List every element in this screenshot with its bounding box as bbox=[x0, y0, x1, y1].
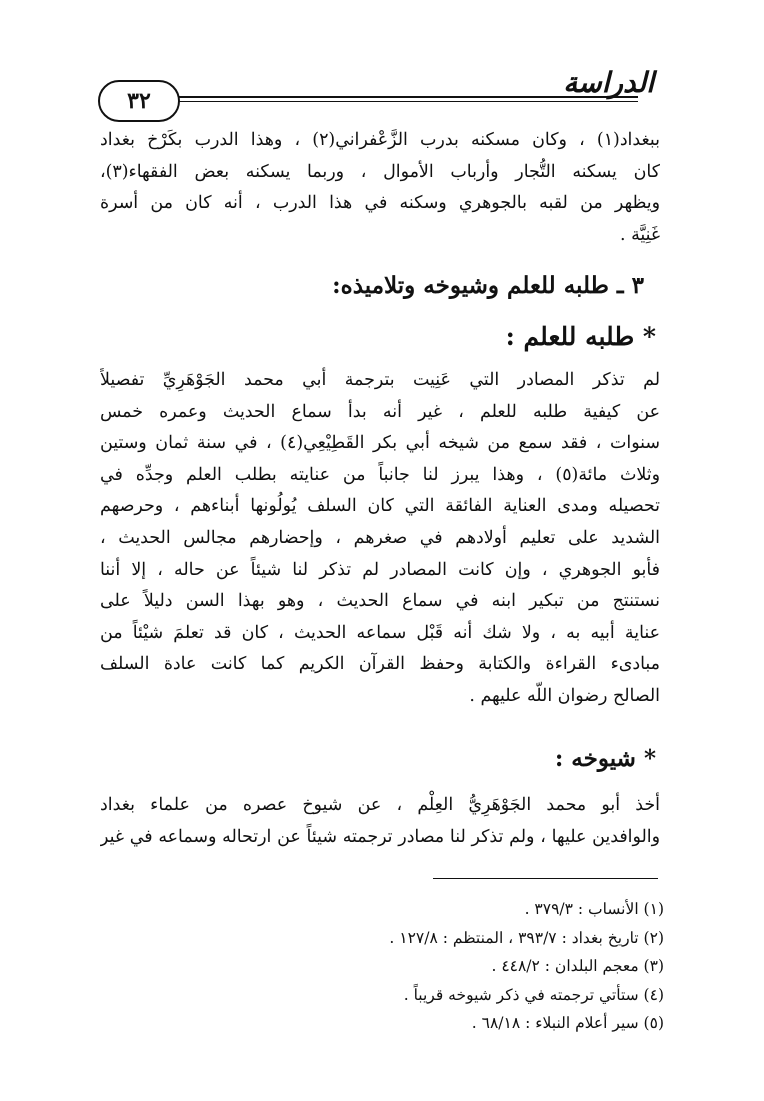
paragraph-line: سنوات ، فقد سمع من شيخه أبي بكر القَطِيْعِي(٤) ، في سنة ثمان وستين bbox=[100, 433, 660, 454]
paragraph-line: الشديد على تعليم أولادهم في صغرهم ، وإحضارهم مجالس الحديث ، bbox=[100, 527, 660, 548]
paragraph-line: كان يسكنه التُّجار وأرباب الأموال ، وربما يسكنه بعض الفقهاء(٣)، bbox=[100, 161, 660, 182]
header-rule bbox=[168, 96, 638, 98]
section-title: الدراسة bbox=[563, 66, 654, 99]
subheading-teachers: * شيوخه : bbox=[554, 745, 656, 772]
paragraph-line: وثلاث مائة(٥) ، وهذا يبرز لنا جانباً من عنايته بطلب العلم وجدِّه في bbox=[100, 464, 660, 485]
footnotes bbox=[389, 895, 664, 1038]
footnote-separator bbox=[433, 878, 658, 879]
header-rule-thin bbox=[168, 101, 638, 102]
paragraph-2 bbox=[100, 365, 660, 713]
paragraph-line: عناية أبيه به ، ولا شك أنه قَبْل سماعه الحديث ، كان قد تعلمَ شيْئاً من bbox=[100, 622, 660, 643]
paragraph-line: والوافدين عليها ، ولم تذكر لنا مصادر ترجمته شيئاً عن ارتحاله وسماعه في غير bbox=[100, 826, 660, 847]
footnote: (٥) سير أعلام النبلاء : ٦٨/١٨ . bbox=[471, 1014, 664, 1033]
paragraph-line: نستنتج من تبكير ابنه في سماع الحديث ، وهو بهذا السن دليلاً على bbox=[100, 591, 660, 612]
section-heading-3: ٣ ـ طلبه للعلم وشيوخه وتلاميذه: bbox=[332, 272, 644, 299]
footnote: (٣) معجم البلدان : ٤٤٨/٢ . bbox=[491, 957, 664, 976]
paragraph-line: غَنِيَّة . bbox=[620, 224, 660, 245]
paragraph-3 bbox=[100, 790, 660, 853]
paragraph-line: الصالح رضوان اللّه عليهم . bbox=[469, 685, 660, 706]
paragraph-line: ويظهر من لقبه بالجوهري وسكنه في هذا الدرب ، أنه كان من أسرة bbox=[100, 193, 660, 214]
paragraph-line: تحصيله ومدى العناية الفائقة التي كان السلف يُولُونها أبناءهم ، وحرصهم bbox=[100, 496, 660, 517]
subheading-seeking-knowledge: * طلبه للعلم : bbox=[505, 322, 656, 351]
page-number: ٣٢ bbox=[127, 88, 151, 114]
paragraph-line: ببغداد(١) ، وكان مسكنه بدرب الزَّعْفراني(٢) ، وهذا الدرب بكَرْخ بغداد bbox=[100, 130, 660, 150]
paragraph-line: لم تذكر المصادر التي عَنِيت بترجمة أبي محمد الجَوْهَرِيِّ تفصيلاً bbox=[100, 370, 660, 390]
paragraph-line: مبادىء القراءة والكتابة وحفظ القرآن الكريم كما كانت عادة السلف bbox=[100, 654, 660, 675]
paragraph-line: فأبو الجوهري ، وإن كانت المصادر لم تذكر لنا شيئاً عن حاله ، إلا أننا bbox=[100, 559, 660, 580]
paragraph-1 bbox=[100, 125, 660, 251]
page-number-badge bbox=[98, 80, 180, 122]
footnote: (٤) ستأتي ترجمته في ذكر شيوخه قريباً . bbox=[403, 985, 664, 1004]
paragraph-line: أخذ أبو محمد الجَوْهَرِيُّ العِلْم ، عن شيوخ عصره من علماء بغداد bbox=[100, 795, 660, 815]
paragraph-line: عن كيفية طلبه للعلم ، غير أنه بدأ سماع الحديث وعمره خمس bbox=[100, 401, 660, 422]
footnote: (١) الأنساب : ٣٧٩/٣ . bbox=[524, 900, 664, 918]
footnote: (٢) تاريخ بغداد : ٣٩٣/٧ ، المنتظم : ١٢٧/٨ . bbox=[389, 928, 664, 947]
